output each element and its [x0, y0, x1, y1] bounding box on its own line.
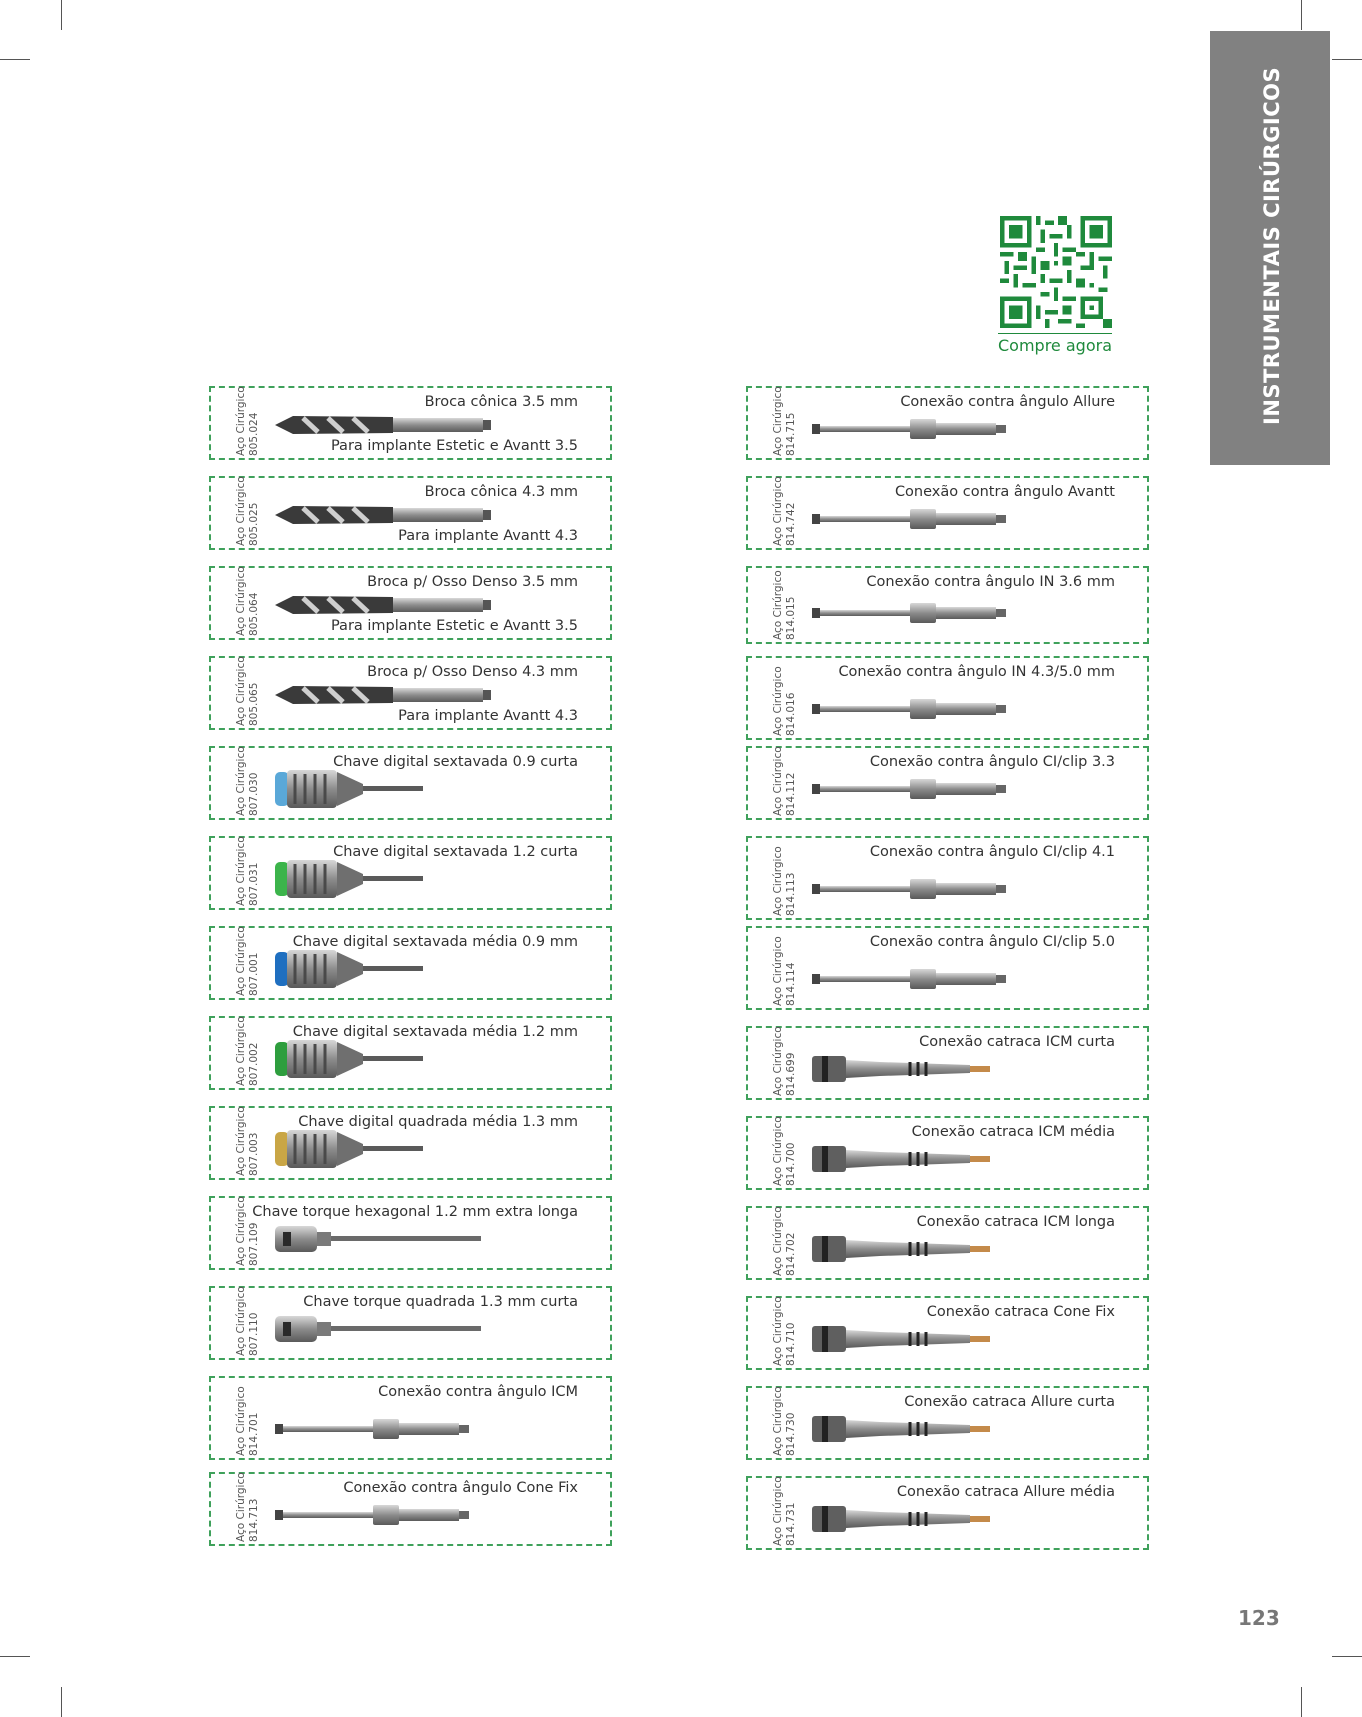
- product-title: Conexão contra ângulo Avantt: [894, 484, 1115, 500]
- product-code: 807.030: [248, 772, 260, 816]
- product-subtitle: Para implante Estetic e Avantt 3.5: [330, 438, 578, 454]
- product-code: 814.015: [785, 596, 797, 640]
- torque-key-icon: [273, 1304, 503, 1358]
- product-material: Aço Cirúrgico: [772, 666, 784, 736]
- product-material: Aço Cirúrgico: [772, 1116, 784, 1186]
- product-title: Broca p/ Osso Denso 4.3 mm: [367, 664, 578, 680]
- product-code: 805.065: [248, 682, 260, 726]
- product-title: Conexão contra ângulo Allure: [900, 394, 1115, 410]
- product-title: Chave digital sextavada 1.2 curta: [333, 844, 578, 860]
- product-card[interactable]: [209, 926, 612, 1000]
- product-material: Aço Cirúrgico: [235, 1106, 247, 1176]
- product-title: Chave torque quadrada 1.3 mm curta: [303, 1294, 578, 1310]
- drill-icon: [273, 580, 503, 634]
- ratchet-connector-icon: [810, 1134, 1040, 1188]
- product-title: Conexão contra ângulo CI/clip 4.1: [869, 844, 1115, 860]
- product-card[interactable]: [209, 1196, 612, 1270]
- screwdriver-icon: [273, 1124, 503, 1178]
- product-code: 814.701: [248, 1412, 260, 1456]
- product-material: Aço Cirúrgico: [235, 1016, 247, 1086]
- connector-icon: [810, 404, 1040, 458]
- product-code: 807.031: [248, 862, 260, 906]
- product-card[interactable]: [746, 476, 1149, 550]
- product-card[interactable]: [746, 566, 1149, 644]
- qr-divider: [998, 333, 1112, 334]
- ratchet-connector-icon: [810, 1404, 1040, 1458]
- product-code: 814.742: [785, 502, 797, 546]
- product-code: 807.109: [248, 1222, 260, 1266]
- product-material: Aço Cirúrgico: [235, 386, 247, 456]
- product-material-code: [235, 1106, 261, 1176]
- product-title: Broca cônica 3.5 mm: [424, 394, 578, 410]
- product-material-code: [772, 846, 798, 916]
- product-title: Conexão contra ângulo Cone Fix: [343, 1480, 578, 1496]
- product-card[interactable]: [209, 836, 612, 910]
- product-material: Aço Cirúrgico: [235, 1196, 247, 1266]
- connector-icon: [273, 1404, 503, 1458]
- product-card[interactable]: [209, 566, 612, 640]
- product-title: Chave digital sextavada 0.9 curta: [333, 754, 578, 770]
- product-code: 814.700: [785, 1142, 797, 1186]
- crop-mark: [1332, 1656, 1362, 1657]
- product-material-code: [235, 386, 261, 456]
- product-material-code: [235, 1472, 261, 1542]
- product-material-code: [235, 656, 261, 726]
- product-code: 807.001: [248, 952, 260, 996]
- product-material: Aço Cirúrgico: [235, 836, 247, 906]
- connector-icon: [810, 764, 1040, 818]
- product-card[interactable]: [209, 1472, 612, 1546]
- product-card[interactable]: [209, 386, 612, 460]
- product-material: Aço Cirúrgico: [235, 1386, 247, 1456]
- drill-icon: [273, 490, 503, 544]
- product-material: Aço Cirúrgico: [772, 1386, 784, 1456]
- product-title: Conexão catraca ICM curta: [919, 1034, 1115, 1050]
- product-title: Conexão contra ângulo IN 3.6 mm: [866, 574, 1115, 590]
- product-code: 805.024: [248, 412, 260, 456]
- product-code: 814.710: [785, 1322, 797, 1366]
- product-title: Conexão contra ângulo IN 4.3/5.0 mm: [838, 664, 1115, 680]
- product-code: 814.702: [785, 1232, 797, 1276]
- product-subtitle: Para implante Estetic e Avantt 3.5: [330, 618, 578, 634]
- product-card[interactable]: [746, 1296, 1149, 1370]
- product-material: Aço Cirúrgico: [235, 746, 247, 816]
- crop-mark: [0, 1656, 30, 1657]
- product-code: 814.731: [785, 1502, 797, 1546]
- product-subtitle: Para implante Avantt 4.3: [398, 708, 578, 724]
- product-material-code: [235, 1286, 261, 1356]
- product-code: 807.003: [248, 1132, 260, 1176]
- product-material-code: [235, 476, 261, 546]
- product-card[interactable]: [746, 746, 1149, 820]
- product-material: Aço Cirúrgico: [772, 1206, 784, 1276]
- product-card[interactable]: [209, 746, 612, 820]
- product-card[interactable]: [746, 386, 1149, 460]
- product-code: 805.064: [248, 592, 260, 636]
- product-material: Aço Cirúrgico: [235, 1286, 247, 1356]
- product-card[interactable]: [746, 656, 1149, 740]
- product-material: Aço Cirúrgico: [772, 570, 784, 640]
- screwdriver-icon: [273, 944, 503, 998]
- product-material: Aço Cirúrgico: [235, 476, 247, 546]
- screwdriver-icon: [273, 764, 503, 818]
- section-title: INSTRUMENTAIS CIRÚRGICOS: [1260, 66, 1284, 425]
- product-material: Aço Cirúrgico: [772, 1296, 784, 1366]
- ratchet-connector-icon: [810, 1494, 1040, 1548]
- product-card[interactable]: [209, 1286, 612, 1360]
- product-material: Aço Cirúrgico: [772, 1026, 784, 1096]
- product-card[interactable]: [746, 1116, 1149, 1190]
- product-material-code: [772, 666, 798, 736]
- product-material-code: [772, 1386, 798, 1456]
- product-material-code: [772, 1476, 798, 1546]
- product-code: 814.112: [785, 772, 797, 816]
- ratchet-connector-icon: [810, 1044, 1040, 1098]
- ratchet-connector-icon: [810, 1224, 1040, 1278]
- crop-mark: [0, 59, 30, 60]
- product-title: Conexão contra ângulo ICM: [378, 1384, 578, 1400]
- page-number: 123: [1238, 1606, 1280, 1630]
- connector-icon: [810, 864, 1040, 918]
- product-card[interactable]: [209, 476, 612, 550]
- crop-mark: [1301, 0, 1302, 30]
- torque-key-icon: [273, 1214, 503, 1268]
- product-card[interactable]: [746, 836, 1149, 920]
- product-material-code: [772, 570, 798, 640]
- product-code: 814.113: [785, 872, 797, 916]
- product-code: 807.002: [248, 1042, 260, 1086]
- product-material-code: [772, 1296, 798, 1366]
- connector-icon: [810, 494, 1040, 548]
- product-material: Aço Cirúrgico: [772, 846, 784, 916]
- drill-icon: [273, 670, 503, 724]
- product-card[interactable]: [746, 1476, 1149, 1550]
- product-code: 805.025: [248, 502, 260, 546]
- product-material-code: [772, 476, 798, 546]
- connector-icon: [810, 684, 1040, 738]
- product-code: 814.016: [785, 692, 797, 736]
- product-material-code: [772, 1206, 798, 1276]
- product-card[interactable]: [209, 656, 612, 730]
- screwdriver-icon: [273, 1034, 503, 1088]
- product-card[interactable]: [746, 926, 1149, 1010]
- product-card[interactable]: [746, 1026, 1149, 1100]
- product-material-code: [772, 386, 798, 456]
- product-title: Conexão catraca ICM média: [911, 1124, 1115, 1140]
- crop-mark: [61, 1687, 62, 1717]
- product-title: Chave torque hexagonal 1.2 mm extra longa: [252, 1204, 578, 1220]
- product-material-code: [772, 746, 798, 816]
- product-card[interactable]: [209, 1106, 612, 1180]
- product-title: Chave digital sextavada média 0.9 mm: [292, 934, 578, 950]
- product-card[interactable]: [746, 1206, 1149, 1280]
- crop-mark: [1301, 1687, 1302, 1717]
- crop-mark: [1332, 59, 1362, 60]
- product-material: Aço Cirúrgico: [235, 1472, 247, 1542]
- product-title: Conexão catraca Cone Fix: [926, 1304, 1115, 1320]
- buy-now-link[interactable]: Compre agora: [998, 336, 1112, 355]
- product-material: Aço Cirúrgico: [772, 936, 784, 1006]
- product-code: 814.715: [785, 412, 797, 456]
- product-material: Aço Cirúrgico: [235, 926, 247, 996]
- product-subtitle: Para implante Avantt 4.3: [398, 528, 578, 544]
- product-code: 814.114: [785, 962, 797, 1006]
- ratchet-connector-icon: [810, 1314, 1040, 1368]
- qr-code-icon[interactable]: [1000, 216, 1112, 328]
- product-title: Broca cônica 4.3 mm: [424, 484, 578, 500]
- product-code: 814.699: [785, 1052, 797, 1096]
- product-title: Conexão catraca Allure curta: [904, 1394, 1115, 1410]
- product-material: Aço Cirúrgico: [772, 1476, 784, 1546]
- product-code: 814.730: [785, 1412, 797, 1456]
- product-card[interactable]: [209, 1016, 612, 1090]
- product-title: Conexão contra ângulo CI/clip 3.3: [869, 754, 1115, 770]
- product-title: Chave digital sextavada média 1.2 mm: [292, 1024, 578, 1040]
- screwdriver-icon: [273, 854, 503, 908]
- product-material-code: [772, 936, 798, 1006]
- product-code: 807.110: [248, 1312, 260, 1356]
- product-title: Broca p/ Osso Denso 3.5 mm: [367, 574, 578, 590]
- product-material-code: [235, 926, 261, 996]
- product-card[interactable]: [209, 1376, 612, 1460]
- product-title: Chave digital quadrada média 1.3 mm: [298, 1114, 578, 1130]
- product-material-code: [235, 1016, 261, 1086]
- product-material: Aço Cirúrgico: [772, 386, 784, 456]
- product-material: Aço Cirúrgico: [235, 566, 247, 636]
- crop-mark: [61, 0, 62, 30]
- connector-icon: [810, 588, 1040, 642]
- connector-icon: [273, 1490, 503, 1544]
- product-material-code: [772, 1116, 798, 1186]
- product-title: Conexão catraca ICM longa: [916, 1214, 1115, 1230]
- product-title: Conexão contra ângulo CI/clip 5.0: [869, 934, 1115, 950]
- drill-icon: [273, 400, 503, 454]
- product-material-code: [772, 1026, 798, 1096]
- product-material-code: [235, 566, 261, 636]
- product-card[interactable]: [746, 1386, 1149, 1460]
- connector-icon: [810, 954, 1040, 1008]
- product-title: Conexão catraca Allure média: [896, 1484, 1115, 1500]
- product-material: Aço Cirúrgico: [772, 746, 784, 816]
- product-code: 814.713: [248, 1498, 260, 1542]
- product-material: Aço Cirúrgico: [235, 656, 247, 726]
- product-material-code: [235, 746, 261, 816]
- product-material-code: [235, 1386, 261, 1456]
- product-material-code: [235, 836, 261, 906]
- product-material: Aço Cirúrgico: [772, 476, 784, 546]
